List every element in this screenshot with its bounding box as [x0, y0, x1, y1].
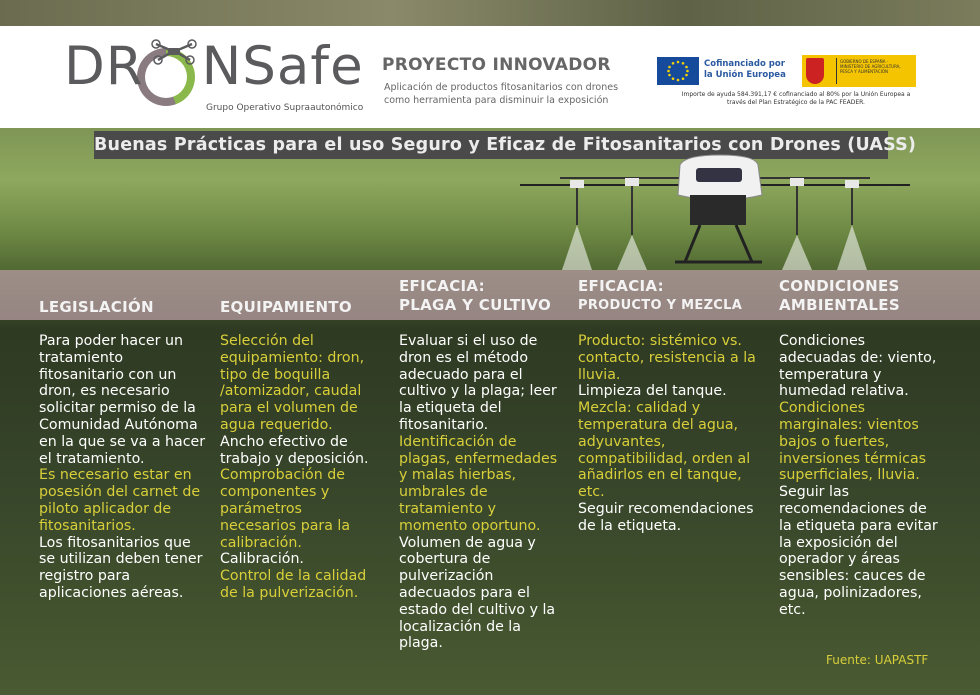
paragraph: Producto: sistémico vs. contacto, resistencia a la lluvia.	[578, 333, 756, 383]
paragraph: Comprobación de componentes y parámetros necesarios para la calibración.	[220, 467, 351, 551]
column-body-legislacion	[39, 333, 211, 602]
paragraph: Mezcla: calidad y temperatura del agua, adyuvantes, compatibilidad, orden al añadirlos en el tanque, etc.	[578, 400, 751, 501]
column-header-condiciones: CONDICIONES AMBIENTALES	[779, 277, 900, 314]
ministry-label: GOBIERNO DE ESPAÑA · MINISTERIO DE AGRICULTURA, PESCA Y ALIMENTACIÓN	[840, 59, 901, 74]
page-title: Buenas Prácticas para el uso Seguro y Eficaz de Fitosanitarios con Drones (UASS)	[94, 135, 917, 155]
paragraph: Calibración.	[220, 551, 304, 568]
paragraph: Condiciones marginales: vientos bajos o fuertes, inversiones térmicas superficiales, lluvia.	[779, 400, 927, 484]
eu-flag-icon	[657, 57, 699, 85]
paragraph: Selección del equipamiento: dron, tipo de boquilla /atomizador, caudal para el volumen de agua requerido.	[220, 333, 365, 433]
column-body-equipamiento	[220, 333, 382, 602]
eu-cofinance-label: Cofinanciado por la Unión Europea	[704, 59, 786, 80]
column-body-eficacia-plaga	[399, 333, 559, 652]
paragraph: Identificación de plagas, enfermedades y malas hierbas, umbrales de tratamiento y momento oportuno.	[399, 433, 558, 534]
source-credit: Fuente: UAPASTF	[826, 653, 929, 667]
spraying-drone-icon	[500, 150, 930, 270]
paragraph: Los fitosanitarios que se utilizan deben tener registro para aplicaciones aéreas.	[39, 534, 203, 601]
paragraph: Volumen de agua y cobertura de pulverización adecuados para el estado del cultivo y la localización de la plaga.	[399, 534, 556, 652]
spain-shield-icon	[806, 58, 824, 84]
paragraph: Para poder hacer un tratamiento fitosanitario con un dron, es necesario solicitar permiso de la Comunidad Autónoma en la que se va a hacer el tratamiento.	[39, 333, 206, 467]
paragraph: Limpieza del tanque.	[578, 383, 727, 400]
column-header-legislacion: LEGISLACIÓN	[39, 298, 154, 316]
column-header-eficacia-producto: EFICACIA: PRODUCTO Y MEZCLA	[578, 277, 743, 313]
project-subtitle: Aplicación de productos fitosanitarios con drones como herramienta para disminuir la exposición	[384, 82, 619, 106]
ministry-divider	[836, 58, 837, 84]
funding-note: Importe de ayuda 584.391,17 € cofinanciado al 80% por la Unión Europea a través del Plan Estratégico de la PAC FEADER.	[681, 91, 911, 106]
column-header-eficacia-plaga: EFICACIA: PLAGA Y CULTIVO	[399, 277, 552, 314]
column-body-condiciones	[779, 333, 941, 619]
background-top-strip	[0, 0, 980, 26]
logo-text: DR NSafe	[64, 36, 364, 97]
paragraph: Control de la calidad de la pulverización.	[220, 568, 367, 601]
paragraph: Evaluar si el uso de dron es el método adecuado para el cultivo y la plaga; leer la etiqueta del fitosanitario.	[399, 333, 557, 433]
paragraph: Seguir las recomendaciones de la etiqueta para evitar la exposición del operador y áreas sensibles: cauces de agua, polinizadores, etc.	[779, 484, 938, 618]
paragraph: Seguir recomendaciones de la etiqueta.	[578, 500, 754, 534]
column-body-eficacia-producto	[578, 333, 768, 535]
paragraph: Condiciones adecuadas de: viento, temperatura y humedad relativa.	[779, 333, 937, 400]
paragraph: Ancho efectivo de trabajo y deposición.	[220, 433, 369, 467]
paragraph: Es necesario estar en posesión del carnet de piloto aplicador de fitosanitarios.	[39, 467, 201, 534]
project-title: PROYECTO INNOVADOR	[382, 55, 611, 75]
logo-subtitle: Grupo Operativo Supraautonómico	[206, 103, 364, 113]
column-header-equipamiento: EQUIPAMIENTO	[220, 298, 352, 316]
